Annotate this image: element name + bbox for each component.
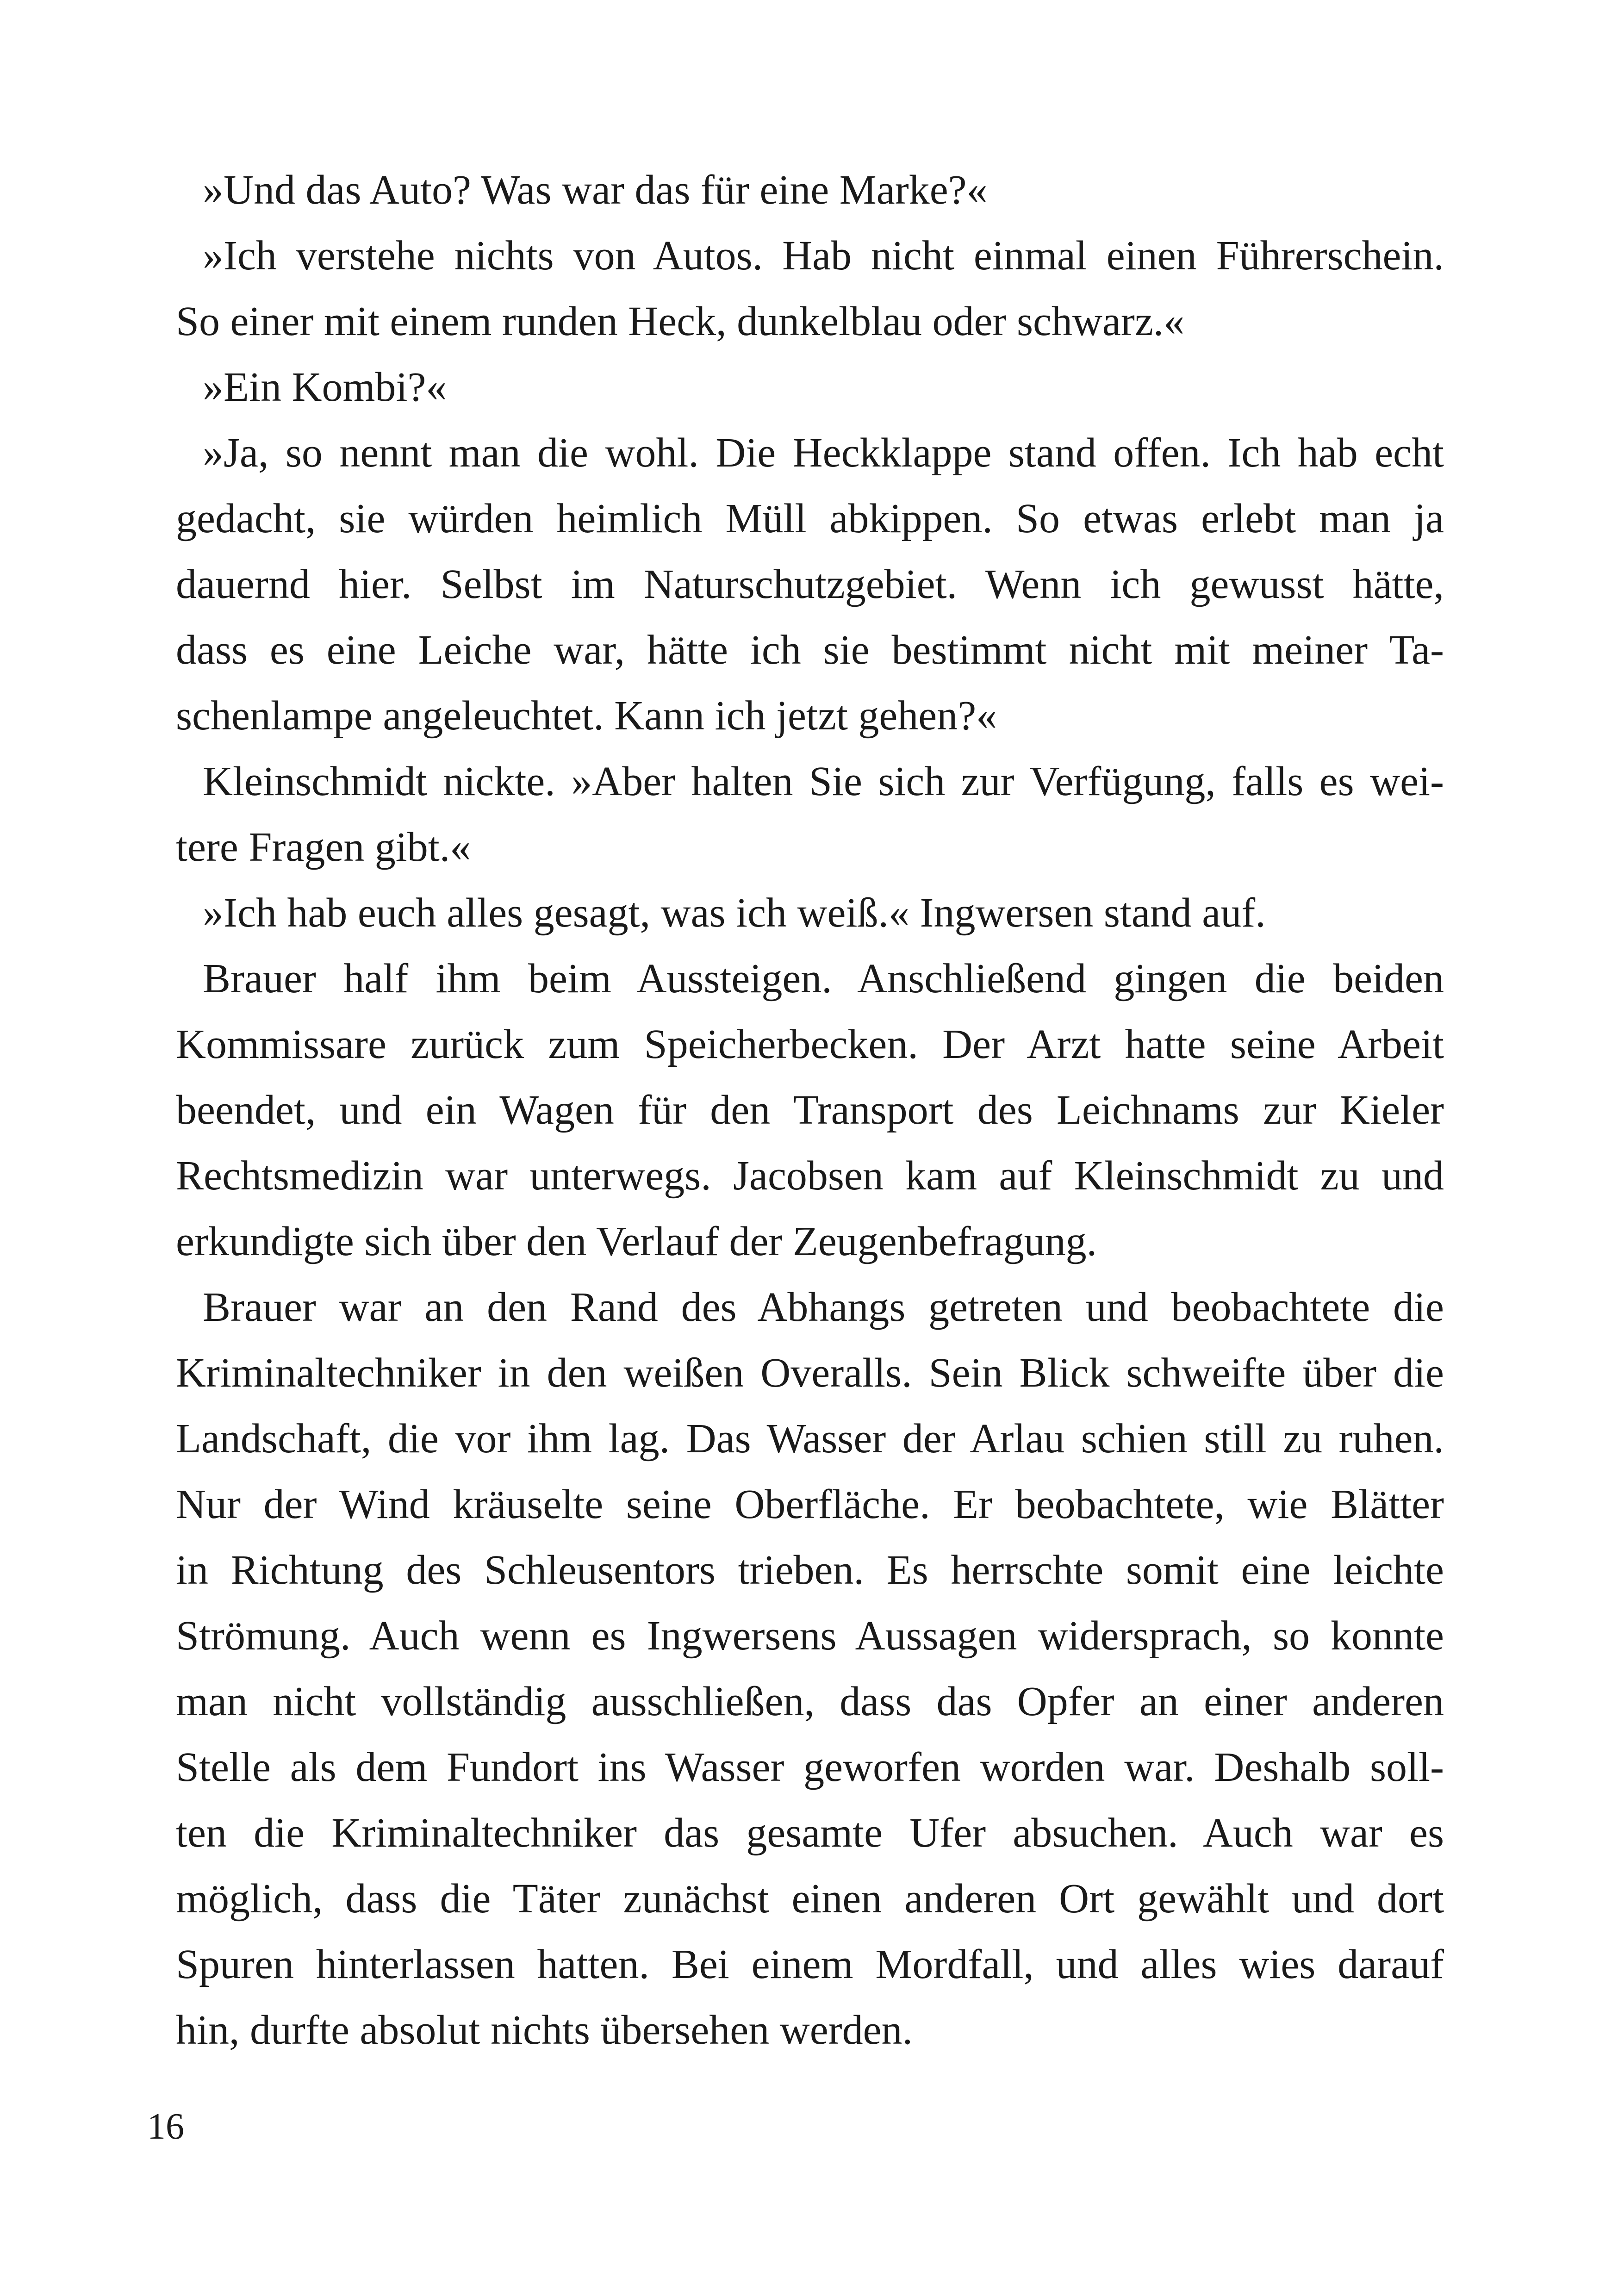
text-line: möglich, dass die Täter zunächst einen anderen Ort gewählt und dort (176, 1876, 1444, 1922)
text-line: »Ich verstehe nichts von Autos. Hab nicht einmal einen Führerschein. (203, 233, 1444, 279)
text-line: hin, durfte absolut nichts übersehen werden. (176, 2007, 913, 2053)
text-line: man nicht vollständig ausschließen, dass das Opfer an einer anderen (176, 1679, 1444, 1724)
text-line: Spuren hinterlassen hatten. Bei einem Mordfall, und alles wies darauf (176, 1941, 1444, 1987)
text-line: Kriminaltechniker in den weißen Overalls. Sein Blick schweifte über die (176, 1350, 1444, 1396)
text-line: erkundigte sich über den Verlauf der Zeugenbefragung. (176, 1219, 1097, 1264)
text-line: »Ja, so nennt man die wohl. Die Heckklappe stand offen. Ich hab echt (203, 430, 1444, 476)
text-line: So einer mit einem runden Heck, dunkelblau oder schwarz.« (176, 299, 1185, 344)
text-line: Kommissare zurück zum Speicherbecken. Der Arzt hatte seine Arbeit (176, 1021, 1444, 1067)
text-line: dauernd hier. Selbst im Naturschutzgebiet. Wenn ich gewusst hätte, (176, 561, 1444, 607)
text-line: Stelle als dem Fundort ins Wasser geworfen worden war. Deshalb soll- (176, 1744, 1444, 1790)
text-line: in Richtung des Schleusentors trieben. Es herrschte somit eine leichte (176, 1547, 1444, 1593)
text-line: Nur der Wind kräuselte seine Oberfläche. Er beobachtete, wie Blätter (176, 1481, 1444, 1527)
text-line: gedacht, sie würden heimlich Müll abkippen. So etwas erlebt man ja (176, 496, 1444, 541)
text-line: Brauer war an den Rand des Abhangs getreten und beobachtete die (203, 1284, 1444, 1330)
body-text (176, 157, 1444, 2063)
text-line: Brauer half ihm beim Aussteigen. Anschließend gingen die beiden (203, 956, 1444, 1002)
text-line: Landschaft, die vor ihm lag. Das Wasser der Arlau schien still zu ruhen. (176, 1416, 1444, 1462)
text-line: ten die Kriminaltechniker das gesamte Ufer absuchen. Auch war es (176, 1810, 1444, 1856)
text-line: schenlampe angeleuchtet. Kann ich jetzt gehen?« (176, 693, 997, 739)
text-line: Strömung. Auch wenn es Ingwersens Aussagen widersprach, so konnte (176, 1613, 1444, 1659)
text-line: tere Fragen gibt.« (176, 824, 471, 870)
text-line: beendet, und ein Wagen für den Transport des Leichnams zur Kieler (176, 1087, 1444, 1133)
text-line: Rechtsmedizin war unterwegs. Jacobsen kam auf Kleinschmidt zu und (176, 1153, 1444, 1199)
text-line: »Ein Kombi?« (203, 364, 447, 410)
page-number: 16 (147, 2106, 184, 2147)
text-line: dass es eine Leiche war, hätte ich sie bestimmt nicht mit meiner Ta- (176, 627, 1444, 673)
text-line: Kleinschmidt nickte. »Aber halten Sie sich zur Verfügung, falls es wei- (203, 759, 1444, 804)
text-line: »Ich hab euch alles gesagt, was ich weiß.« Ingwersen stand auf. (203, 890, 1266, 936)
text-line: »Und das Auto? Was war das für eine Marke?« (203, 167, 988, 213)
